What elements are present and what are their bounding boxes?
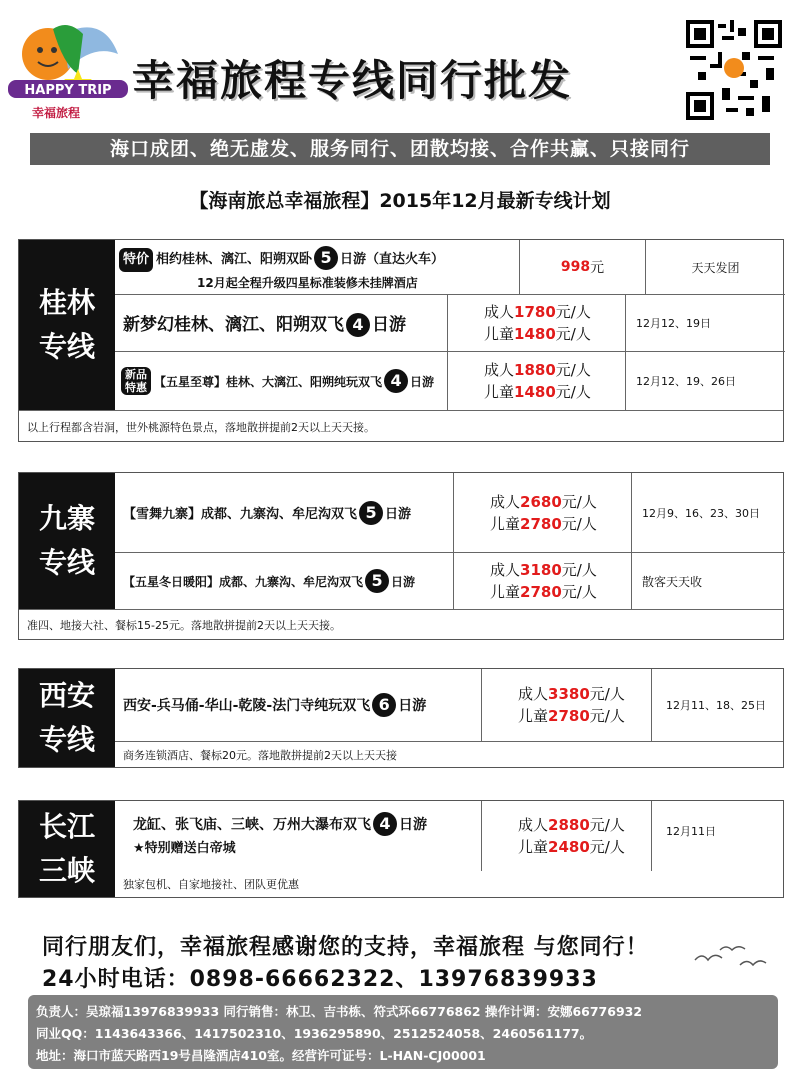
table-row [115, 240, 785, 295]
day-count: 5 [314, 246, 338, 270]
price-cell: 成人1780元/人 儿童1480元/人 [447, 295, 625, 351]
section-note: 独家包机、自家地接社、团队更优惠 [123, 878, 299, 891]
departure-date: 12月11、18、25日 [651, 669, 783, 741]
logo-text: HAPPY TRIP [24, 83, 112, 98]
section-note: 以上行程都含岩洞，世外桃源特色景点，落地散拼提前2天以上天天接。 [19, 410, 783, 442]
section-label: 长江 三峡 [19, 801, 115, 897]
departure-date: 天天发团 [645, 240, 785, 294]
section-label: 西安 专线 [19, 669, 115, 767]
guilin-section [18, 239, 784, 442]
price-cell: 成人3180元/人 儿童2780元/人 [453, 553, 631, 609]
table-row [115, 295, 785, 352]
price-unit: 元 [590, 260, 605, 276]
route-detail: ★特别赠送白帝城 [133, 840, 236, 856]
section-label-line1: 桂林 [38, 286, 95, 319]
section-label: 九寨 专线 [19, 473, 115, 609]
day-count: 5 [359, 501, 383, 525]
section-note: 商务连锁酒店、餐标20元。落地散拼提前2天以上天天接 [115, 741, 783, 767]
price-cell [519, 240, 645, 294]
adult-price: 2680 [520, 492, 562, 511]
route-text: 相约桂林、漓江、阳朔双卧 [156, 252, 313, 267]
special-tag: 特价 [119, 248, 153, 272]
adult-price: 1780 [514, 303, 556, 321]
day-count: 6 [372, 693, 396, 717]
child-price: 1480 [514, 325, 556, 343]
table-row [115, 801, 783, 871]
jiuzhai-section [18, 472, 784, 640]
day-count: 4 [384, 369, 408, 393]
adult-price: 3180 [520, 561, 562, 579]
qr-code [686, 20, 782, 120]
section-label-line2: 专线 [38, 330, 95, 363]
price-cell: 成人1880元/人 儿童1480元/人 [447, 352, 625, 410]
departure-date: 12月9、16、23、30日 [631, 473, 785, 552]
section-label [19, 240, 115, 410]
xian-section [18, 668, 784, 768]
price-value: 998 [560, 259, 591, 275]
day-count: 5 [365, 569, 389, 593]
route-text: 新品 特惠 【五星至尊】桂林、大漓江、阳朔纯玩双飞 4 日游 [115, 367, 434, 395]
logo-caption: 幸福旅程 [32, 106, 81, 120]
changjiang-section [18, 800, 784, 898]
route-text: 西安-兵马俑-华山-乾陵-法门寺纯玩双飞 6 日游 [115, 693, 426, 717]
footer-line-qq: 同业QQ：1143643366、1417502310、1936295890、2512524058、2460561177。 [36, 1026, 593, 1041]
footer-line-contacts: 负责人：吴琼福13976839933 同行销售：林卫、吉书栋、符式环66776862 操作计调：安娜66776932 [36, 1004, 643, 1019]
day-count: 4 [373, 812, 397, 836]
birds-icon [690, 940, 770, 980]
child-price: 1480 [514, 383, 556, 401]
hotline: 24小时电话：0898-66662322、13976839933 [42, 967, 598, 992]
child-price: 2780 [520, 583, 562, 601]
page-title: 幸福旅程专线同行批发 [132, 56, 573, 105]
section-note: 准四、地接大社、餐标15-25元。落地散拼提前2天以上天天接。 [19, 609, 783, 639]
adult-price: 2880 [548, 816, 590, 834]
route-text: 新梦幻桂林、漓江、阳朔双飞 4 日游 [123, 314, 406, 335]
route-text: 【雪舞九寨】成都、九寨沟、牟尼沟双飞 5 日游 [115, 501, 411, 525]
route-text: 龙缸、张飞庙、三峡、万州大瀑布双飞 4 日游 ★特别赠送白帝城 [115, 812, 427, 861]
departure-date: 12月12、19日 [625, 295, 785, 351]
child-price: 2480 [548, 838, 590, 856]
price-cell: 成人2680元/人 儿童2780元/人 [453, 473, 631, 552]
departure-date: 散客天天收 [631, 553, 785, 609]
adult-price: 3380 [548, 685, 590, 703]
table-row [115, 352, 785, 410]
contact-footer [28, 995, 778, 1069]
new-tag: 新品 特惠 [121, 367, 151, 395]
child-price: 2780 [548, 707, 590, 725]
footer-line-address: 地址：海口市蓝天路西19号昌隆酒店410室。经营许可证号：L-HAN-CJ00001 [36, 1048, 486, 1063]
price-cell: 成人3380元/人 儿童2780元/人 [481, 669, 651, 741]
adult-price: 1880 [514, 361, 556, 379]
slogan-banner: 海口成团、绝无虚发、服务同行、团散均接、合作共赢、只接同行 [30, 133, 770, 165]
departure-date: 12月11日 [651, 801, 783, 871]
child-price: 2780 [520, 514, 562, 533]
table-row [115, 669, 783, 741]
departure-date: 12月12、19、26日 [625, 352, 785, 410]
route-suffix: 日游（直达火车） [340, 252, 445, 267]
thanks-text: 同行朋友们，幸福旅程感谢您的支持，幸福旅程 与您同行！ [42, 935, 649, 960]
route-text: 【五星冬日暖阳】成都、九寨沟、牟尼沟双飞 5 日游 [115, 569, 415, 593]
day-count: 4 [346, 313, 370, 337]
table-row [115, 473, 785, 553]
price-cell: 成人2880元/人 儿童2480元/人 [481, 801, 651, 871]
route-detail: 12月起全程升级四星标准装修未挂牌酒店 [197, 276, 418, 290]
plan-heading: 【海南旅总幸福旅程】2015年12月最新专线计划 [189, 190, 611, 212]
table-row [115, 553, 785, 609]
